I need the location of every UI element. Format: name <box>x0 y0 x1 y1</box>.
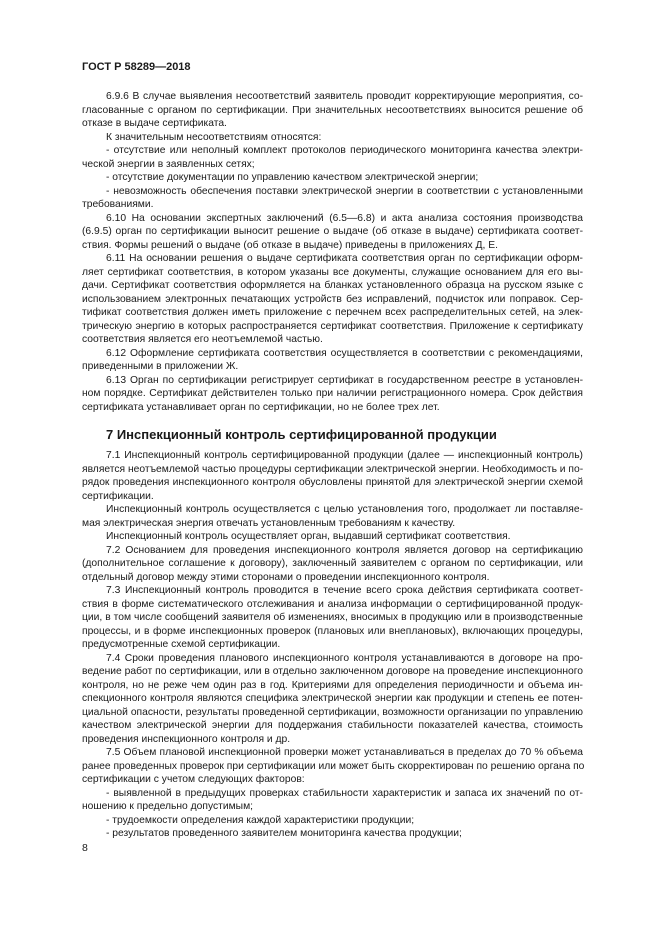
text-line: ствия в форме систематического отслеживания и анализа информации о сертифицированной продук- <box>82 598 583 610</box>
text-line: - результатов проведенного заявителем мониторинга качества продукции; <box>106 828 462 839</box>
paragraph <box>82 814 583 828</box>
text-line: - выявленной в предыдущих проверках стабильности характеристик и запаса их значений по от- <box>106 787 583 799</box>
text-line: гласованные с органом по сертификации. При значительных несоответствиях выносится решение об <box>82 104 583 116</box>
text-line: является неотъемлемой частью процедуры сертификации электрической энергии. Необходимость и по- <box>82 463 584 475</box>
text-line: контроля, но не реже чем один раз в год. Критериями для определения периодичности и объема ин- <box>82 679 583 691</box>
text-line: предусмотренные схемой сертификации. <box>82 639 281 650</box>
text-line: (дополнительное соглашение к договору), заключенный заявителем с органом по сертификации, или <box>82 558 583 569</box>
paragraph <box>82 212 583 253</box>
text-line: ведение работ по сертификации, или в отдельно заключенном договоре на проведение инспекционного <box>82 666 583 677</box>
text-line: сертификации. <box>82 490 154 502</box>
section-6-text <box>82 90 583 414</box>
text-line: 7.3 Инспекционный контроль проводится в течение всего срока действия сертификата соответ- <box>106 585 583 596</box>
text-line: Инспекционный контроль осуществляет орган, выдавший сертификат соответствия. <box>106 531 511 542</box>
text-line: - невозможность обеспечения поставки электрической энергии в соответствии с установленными <box>106 185 583 197</box>
text-line: (6.9.5) орган по сертификации выносит решение о выдаче (об отказе в выдаче) сертификата соответ- <box>82 226 583 237</box>
text-line: качеством электрической энергии для поддержания стабильности показателей качества, стоимость <box>82 720 583 731</box>
section-7 <box>82 420 583 841</box>
text-line: 6.10 На основании экспертных заключений (6.5—6.8) и акта анализа состояния производства <box>106 212 583 224</box>
text-line: отказе в выдаче сертификата. <box>82 118 227 129</box>
text-line: 6.9.6 В случае выявления несоответствий заявитель проводит корректирующие мероприятия, со- <box>106 91 583 102</box>
text-line: 7.2 Основанием для проведения инспекционного контроля является договор на сертификацию <box>106 544 583 556</box>
text-line: отдельный договор между этими сторонами о проведении инспекционного контроля. <box>82 571 490 583</box>
text-line: 6.13 Орган по сертификации регистрирует сертификат в государственном реестре в установлен- <box>106 374 583 386</box>
text-line: спекционного контроля являются специфика электрической энергии как продукции и степень ее потен- <box>82 693 583 704</box>
text-line: ношению к предельно допустимым; <box>82 801 254 812</box>
text-line: ции, в том числе сообщений заявителя об изменениях, вносимых в продукцию или в производственные <box>82 612 583 623</box>
page-number: 8 <box>82 842 88 854</box>
paragraph <box>82 827 583 841</box>
text-line: приведенными в приложении Ж. <box>82 361 239 372</box>
text-line: - отсутствие или неполный комплект протоколов периодического мониторинга качества электри- <box>106 145 583 156</box>
section-heading: 7 Инспекционный контроль сертифицированной продукции <box>106 427 497 442</box>
text-line: 6.11 На основании решения о выдаче сертификата соответствия орган по сертификации оформ- <box>106 253 583 264</box>
paragraph <box>82 746 583 787</box>
paragraph <box>82 144 583 171</box>
text-line: 6.12 Оформление сертификата соответствия осуществляется в соответствии с рекомендациями, <box>106 347 583 359</box>
text-line: К значительным несоответствиям относятся: <box>106 131 322 143</box>
text-line: 7.4 Сроки проведения планового инспекционного контроля устанавливаются в договоре на про- <box>106 652 583 664</box>
text-line: циальной опасности, результаты проведенной сертификации, возможности организации по управлению <box>82 706 583 718</box>
text-line: - трудоемкости определения каждой характеристики продукции; <box>106 814 415 826</box>
text-line: использованием электронных печатающих устройств без исправлений, подчисток или поправок. Сер- <box>82 293 583 305</box>
text-line: ствия. Формы решений о выдаче (об отказе в выдаче) приведены в приложениях Д, Е. <box>82 239 498 251</box>
paragraph <box>82 530 583 544</box>
paragraph <box>82 652 583 747</box>
text-line: сертификата устанавливает орган по сертификации, но не более трех лет. <box>82 401 440 413</box>
text-line: проведения инспекционного контроля и др. <box>82 733 291 745</box>
text-line: 7.1 Инспекционный контроль сертифицированной продукции (далее — инспекционный контроль) <box>106 450 583 461</box>
text-line: мая электрическая энергия отвечать установленным требованиям к качеству. <box>82 517 456 529</box>
text-line: соответствия является его неотъемлемой частью. <box>82 334 323 345</box>
text-line: Инспекционный контроль осуществляется с целью установления того, продолжает ли поставляе- <box>106 504 583 515</box>
paragraph <box>82 252 583 347</box>
text-line: ческой энергии в заявленных сетях; <box>82 158 255 170</box>
document-header: ГОСТ Р 58289—2018 <box>82 61 191 73</box>
text-line: процессы, и в форме инспекционных проверок (плановых или внеплановых), включающих процедуры, <box>82 625 583 637</box>
text-line: ранее проведенных проверок при сертификации или может быть скорректирован по решению органа по <box>82 760 585 772</box>
text-line: дачи. Сертификат соответствия оформляется на бланках установленного образца на русском языке с <box>82 280 583 291</box>
text-line: 7.5 Объем плановой инспекционной проверки может устанавливаться в пределах до 70 % объема <box>106 747 583 758</box>
paragraph <box>82 171 583 185</box>
text-line: трическую энергию в которых распространяется сертификат соответствия. Приложение к сертификату <box>82 320 583 332</box>
paragraph <box>82 347 583 374</box>
paragraph <box>82 374 583 415</box>
paragraph <box>82 449 583 503</box>
text-line: - отсутствие документации по управлению качеством электрической энергии; <box>106 172 479 183</box>
paragraph <box>82 584 583 652</box>
paragraph <box>82 131 583 145</box>
paragraph <box>82 787 583 814</box>
paragraph <box>82 544 583 585</box>
paragraph <box>82 185 583 212</box>
section-7-text <box>82 449 583 841</box>
text-line: рядок проведения инспекционного контроля обусловлены принятой для электрической энергии схемой <box>82 477 583 488</box>
text-line: ном порядке. Сертификат действителен только при наличии регистрационного номера. Срок действия <box>82 388 583 399</box>
text-line: требованиями. <box>82 199 154 210</box>
text-line: ляет сертификат соответствия, в котором указаны все документы, служащие основанием для его вы- <box>82 266 583 278</box>
paragraph <box>82 503 583 530</box>
text-line: сертификации с учетом следующих факторов: <box>82 774 305 785</box>
paragraph <box>82 90 583 131</box>
text-line: тификат соответствия должен иметь приложение с перечнем всех распределительных сетей, на элек- <box>82 307 583 318</box>
